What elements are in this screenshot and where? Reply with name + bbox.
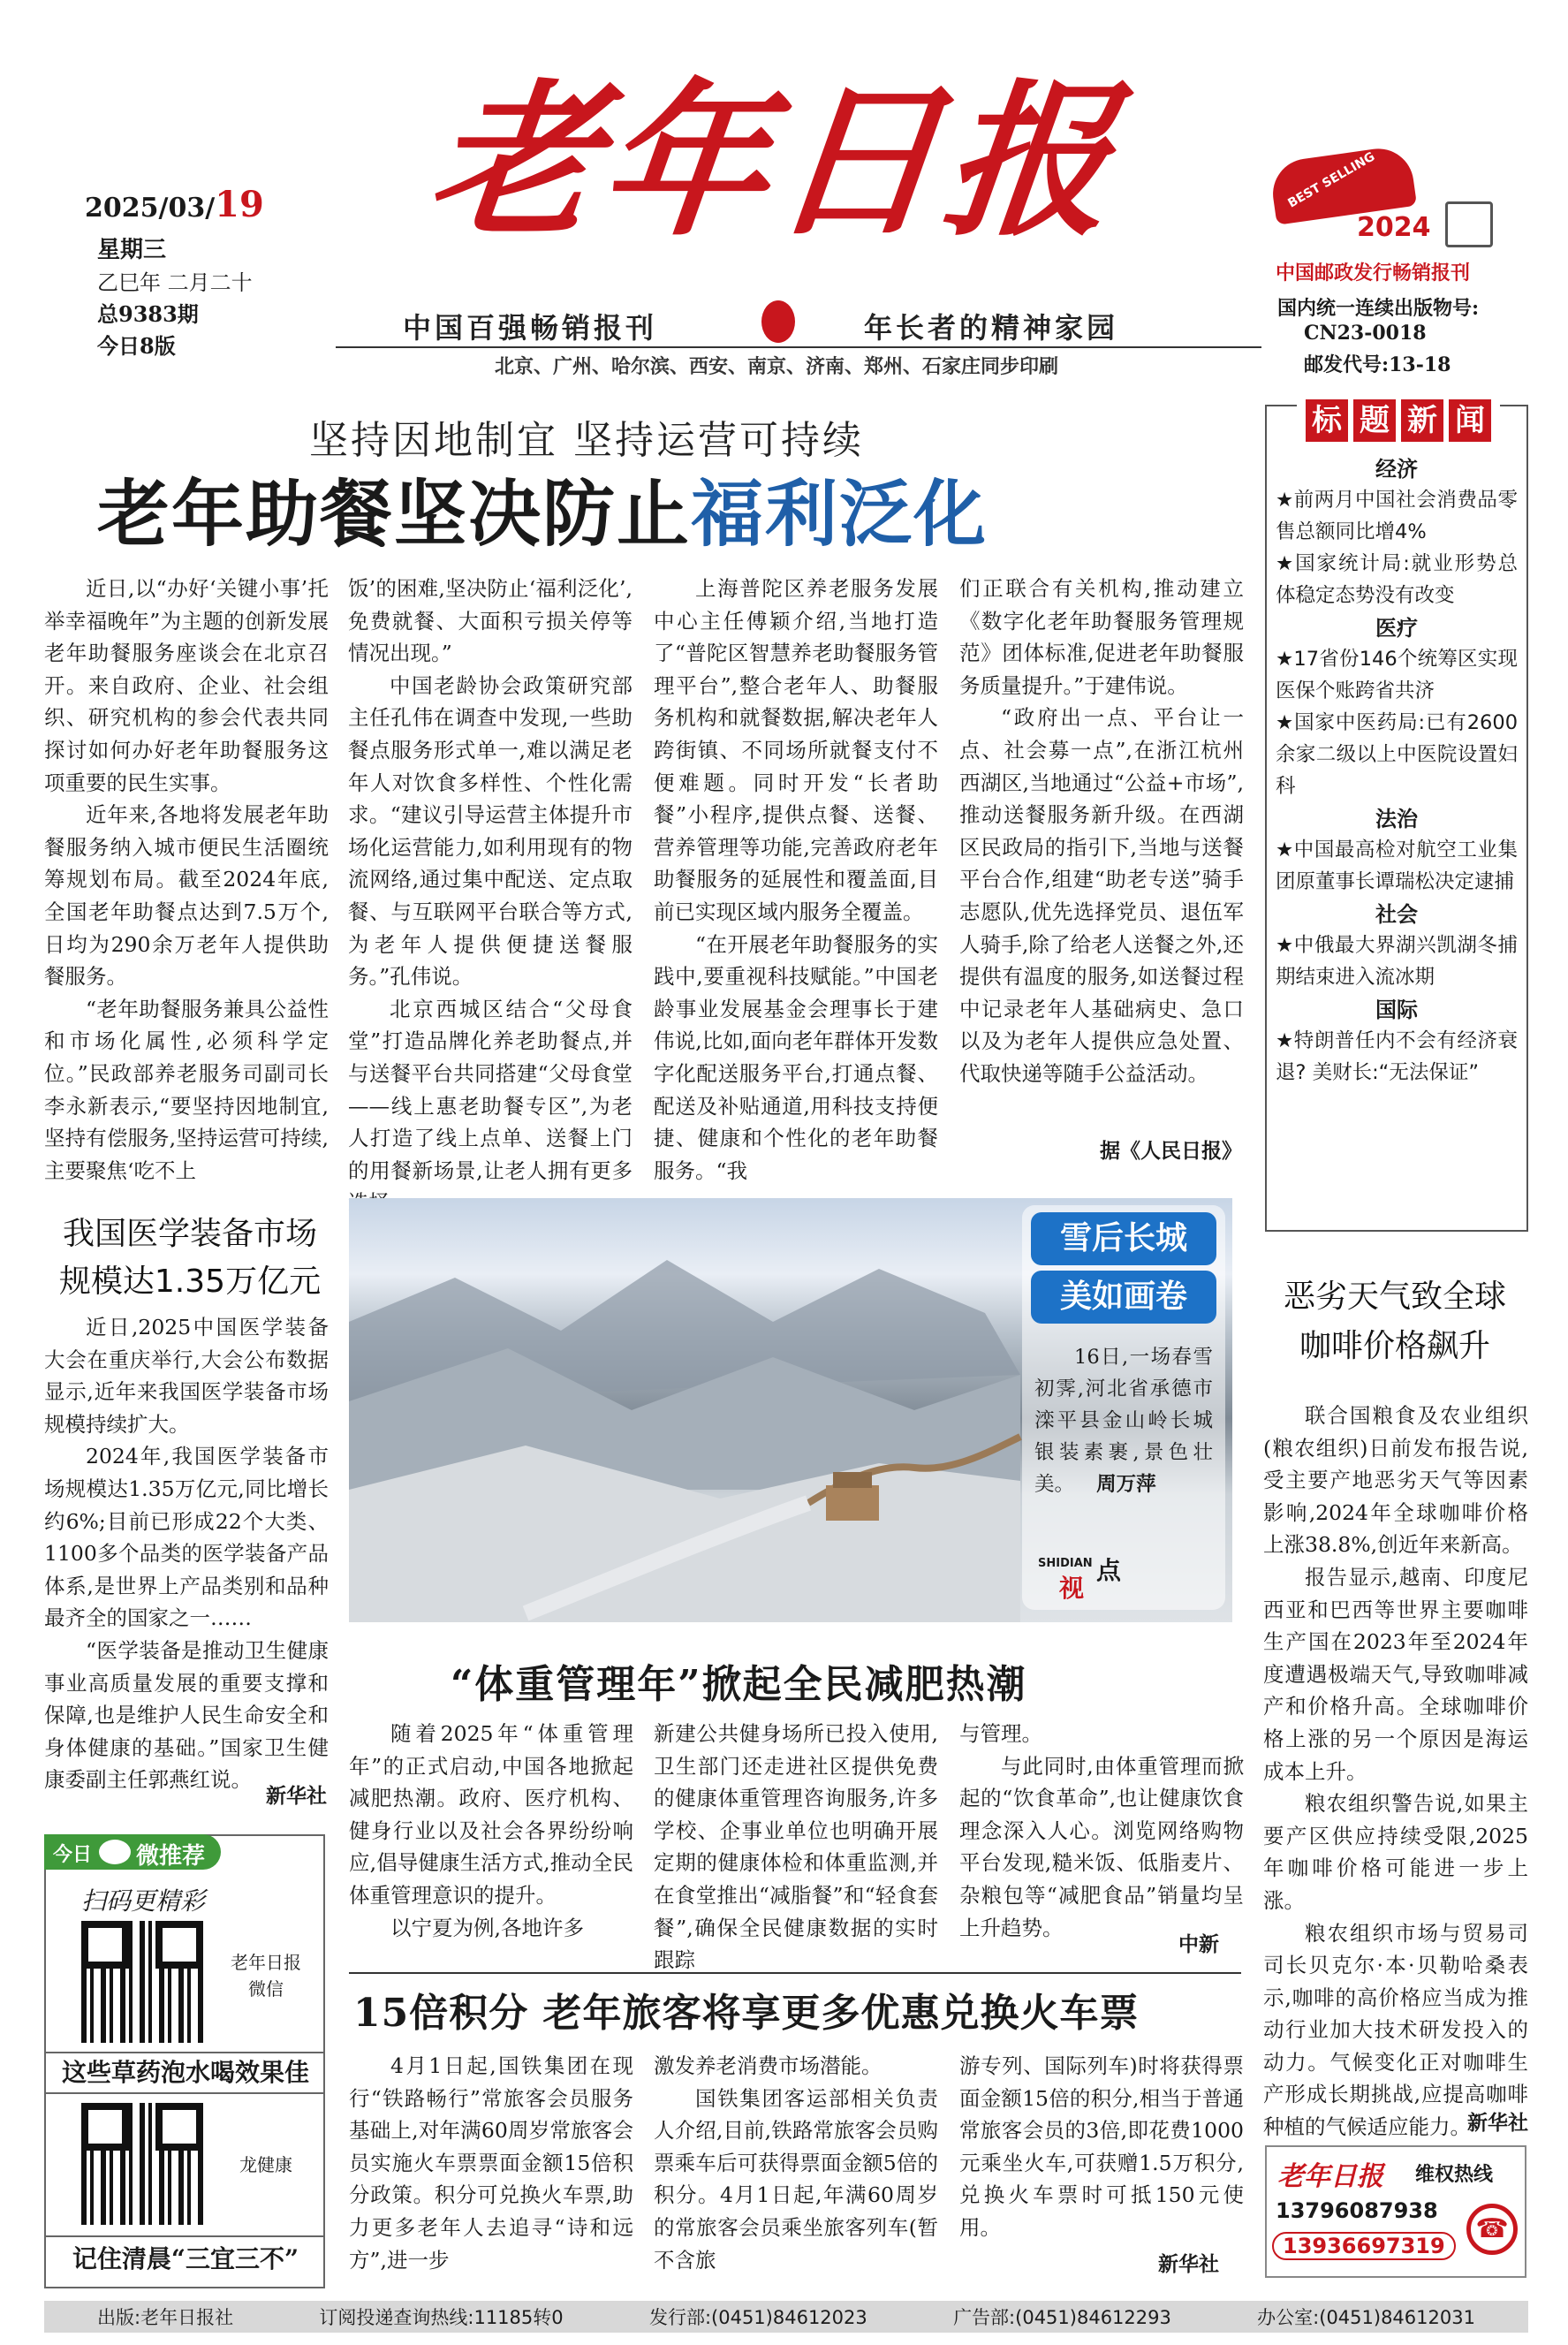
brief-item[interactable]: ★ 前两月中国社会消费品零售总额同比增4% (1267, 484, 1526, 548)
brief-item[interactable]: ★ 中俄最大界湖兴凯湖冬捕期结束进入流冰期 (1267, 930, 1526, 993)
lead-paragraph: 近日,以“办好‘关键小事’托举幸福晚年”为主题的创新发展老年助餐服务座谈会在北京召开。来自政府、企业、社会组织、研究机构的参会代表共同探讨如何办好老年助餐服务这项重要的民生实事。 (44, 576, 329, 795)
footer-distribution: 发行部:(0451)84612023 (648, 2307, 867, 2328)
briefs-heading-char: 标 (1306, 399, 1348, 442)
train-paragraph: 4月1日起,国铁集团在现行“铁路畅行”常旅客会员服务基础上,对年满60周岁常旅客会员实施火车票票面金额15倍积分政策。积分可兑换火车票,助力更多老年人去追寻“诗和远方”,进一步 (349, 2053, 633, 2273)
lead-headline-blue: 福利泛化 (691, 472, 989, 557)
lead-column-1 (44, 573, 329, 1183)
qr-code-wechat[interactable] (81, 1921, 203, 2043)
shidian-logo-en: SHIDIAN (1038, 1557, 1093, 1570)
train-column-2 (654, 2050, 938, 2281)
lunar-date: 乙巳年 二月二十 (97, 270, 253, 295)
lead-headline-black: 老年助餐坚决防止 (97, 472, 692, 557)
recommend-title-2[interactable]: 记住清晨“三宜三不” (46, 2235, 325, 2281)
publication-number: CN23-0018 (1304, 322, 1427, 345)
award-year: 2024 (1357, 212, 1431, 243)
china-post-icon (1445, 201, 1493, 247)
weight-column-3 (959, 1718, 1244, 1939)
medical-body (44, 1311, 329, 1806)
coffee-paragraph: 粮农组织市场与贸易司司长贝克尔·本·贝勒哈桑表示,咖啡的高价格应当成为推动行业加大技术研发投入的动力。气候变化正对咖啡生产形成长期挑战,应提高咖啡种植的气候适应能力。 (1263, 1920, 1528, 2140)
photo-caption-panel (1022, 1205, 1225, 1610)
train-paragraph: 国铁集团客运部相关负责人介绍,目前,铁路常旅客会员购票乘车后可获得票面金额5倍的积分。4月1日起,年满60周岁的常旅客会员乘坐旅客列车(暂不含旅 (654, 2085, 938, 2273)
medical-paragraph: 近日,2025中国医学装备大会在重庆举行,大会公布数据显示,近年来我国医学装备市场规模持续扩大。 (44, 1315, 329, 1437)
qr-code-health[interactable] (81, 2103, 203, 2225)
lead-paragraph: 近年来,各地将发展老年助餐服务纳入城市便民生活圈统筹规划布局。截至2024年底,全国老年助餐点达到7.5万个,日均为290余万老年人提供助餐服务。 (44, 802, 329, 990)
coffee-headline-line: 恶劣天气致全球 (1283, 1279, 1506, 1315)
print-cities: 北京、广州、哈尔滨、西安、南京、济南、郑州、石家庄同步印刷 (495, 355, 1059, 378)
lead-paragraph: “老年助餐服务兼具公益性和市场化属性,必须科学定位。”民政部养老服务司副司长李永新表示,“要坚持因地制宜,坚持有偿服务,坚持运营可持续,主要聚焦‘吃不上 (44, 996, 329, 1183)
page-count: 今日8版 (97, 333, 176, 359)
weekday: 星期三 (97, 237, 167, 263)
medical-headline-line: 我国医学装备市场 (62, 1216, 317, 1252)
lead-column-4 (959, 573, 1244, 1129)
briefs-heading-char: 新 (1401, 399, 1443, 442)
wechat-tab-label: 微推荐 (136, 1843, 206, 1870)
hotline-label: 维权热线 (1415, 2163, 1494, 2186)
postal-code: 邮发代号:13-18 (1304, 353, 1451, 376)
brief-item[interactable]: ★ 17省份146个统筹区实现医保个账跨省共济 (1267, 643, 1526, 707)
hotline-phone[interactable]: 13936697319 (1272, 2232, 1456, 2260)
issue-number: 总9383期 (97, 301, 199, 327)
briefs-heading (1297, 399, 1500, 447)
lead-column-2 (348, 573, 633, 1183)
train-paragraph: 激发养老消费市场潜能。 (654, 2053, 882, 2078)
brief-item[interactable]: ★ 中国最高检对航空工业集团原董事长谭瑞松决定逮捕 (1267, 834, 1526, 898)
weight-paragraph: 与管理。 (959, 1721, 1042, 1746)
photographer: 周万萍 (1096, 1473, 1156, 1496)
brief-category: 社会 (1375, 901, 1418, 927)
scan-label: 扫码更精彩 (81, 1886, 206, 1916)
rights-hotline-box (1265, 2145, 1526, 2278)
lead-headline (97, 470, 988, 558)
photo-caption (1022, 1329, 1225, 1500)
photo-badge: 雪后长城 (1031, 1212, 1216, 1265)
brief-item[interactable]: ★ 特朗普任内不会有经济衰退? 美财长:“无法保证” (1267, 1025, 1526, 1089)
recommend-title-1[interactable]: 这些草药泡水喝效果佳 (46, 2052, 325, 2094)
wechat-tab (44, 1834, 221, 1870)
weight-paragraph: 新建公共健身场所已投入使用,卫生部门还走进社区提供免费的健康体重管理咨询服务,许多学校、企事业单位也明确开展定期的健康体检和体重监测,并在食堂推出“减脂餐”和“轻食套餐”,确保全民健康数据的实时跟踪 (654, 1721, 938, 1973)
photo-badge: 美如画卷 (1031, 1271, 1216, 1324)
qr-label-line: 微信 (248, 1978, 284, 2000)
brief-category: 经济 (1375, 456, 1418, 482)
best-selling-label: BEST SELLING (1285, 149, 1378, 211)
wechat-tab-today: 今日 (53, 1844, 93, 1866)
briefs-heading-char: 闻 (1449, 399, 1491, 442)
qr-label (208, 1949, 323, 2002)
award-text: 中国邮政发行畅销报刊 (1276, 262, 1471, 285)
medical-headline-line: 规模达1.35万亿元 (58, 1264, 322, 1300)
lead-column-3 (654, 573, 938, 1183)
wechat-box (44, 1834, 325, 2288)
brief-item[interactable]: ★ 国家统计局:就业形势总体稳定态势没有改变 (1267, 548, 1526, 611)
date-prefix: 2025/03/ (85, 193, 216, 224)
weight-paragraph: 随着2025年“体重管理年”的正式启动,中国各地掀起减肥热潮。政府、医疗机构、健身行业以及社会各界纷纷响应,倡导健康生活方式,推动全民体重管理意识的提升。 (349, 1721, 633, 1908)
shidian-logo-cn: 视 (1059, 1574, 1085, 1603)
footer-ads: 广告部:(0451)84612293 (953, 2307, 1171, 2328)
shidian-logo-cn: 点 (1096, 1556, 1122, 1585)
lead-paragraph: 饭’的困难,坚决防止‘福利泛化’,免费就餐、大面积亏损关停等情况出现。” (348, 576, 633, 666)
hotline-logo: 老年日报 (1277, 2161, 1383, 2192)
date-day: 19 (215, 184, 264, 225)
lead-paragraph: 中国老龄协会政策研究部主任孔伟在调查中发现,一些助餐点服务形式单一,难以满足老年人对饮食多样性、个性化需求。“建议引导运营主体提升市场化运营能力,如利用现有的物流网络,通过集中配送、定点取餐、与互联网平台联合等方式,为老年人提供便捷送餐服务。”孔伟说。 (348, 672, 633, 990)
weight-headline: “体重管理年”掀起全民减肥热潮 (451, 1662, 1027, 1707)
brief-category: 医疗 (1375, 615, 1418, 641)
swirl-icon (761, 300, 795, 343)
weight-source: 中新 (1178, 1932, 1219, 1956)
footer-bar (44, 2301, 1528, 2333)
coffee-paragraph: 联合国粮食及农业组织(粮农组织)日前发布报告说,受主要产地恶劣天气等因素影响,2024年全球咖啡价格上涨38.8%,创近年来新高。 (1263, 1403, 1528, 1558)
qr-label: 龙健康 (239, 2154, 292, 2175)
lead-paragraph: 北京西城区结合“父母食堂”打造品牌化养老助餐点,并与送餐平台共同搭建“父母食堂——线上惠老助餐专区”,为老人打造了线上点单、送餐上门的用餐新场景,让老人拥有更多 (348, 996, 633, 1183)
coffee-headline-line: 咖啡价格飙升 (1299, 1328, 1490, 1364)
photo-caption-text: 16日,一场春雪初霁,河北省承德市滦平县金山岭长城银装素裹,景色壮美。 (1034, 1346, 1213, 1496)
train-headline: 15倍积分 老年旅客将享更多优惠兑换火车票 (353, 1991, 1140, 2036)
lead-paragraph: 们正联合有关机构,推动建立《数字化老年助餐服务管理规范》团体标准,促进老年助餐服务质量提升。”于建伟说。 (959, 576, 1244, 698)
train-column-1 (349, 2050, 633, 2281)
brief-item[interactable]: ★ 国家中医药局:已有2600余家二级以上中医院设置妇科 (1267, 707, 1526, 802)
medical-paragraph: 2024年,我国医学装备市场规模达1.35万亿元,同比增长约6%;目前已形成22个大类、1100多个品类的医学装备产品体系,是世界上产品类别和品种最齐全的国家之一…… (44, 1444, 329, 1631)
briefs-heading-char: 题 (1353, 399, 1396, 442)
lead-source: 据《人民日报》 (1100, 1139, 1242, 1163)
weight-column-2 (654, 1718, 938, 1974)
coffee-paragraph: 粮农组织警告说,如果主要产区供应持续受限,2025年咖啡价格可能进一步上涨。 (1263, 1791, 1528, 1913)
footer-subscribe: 订阅投递查询热线:11185转0 (319, 2307, 564, 2328)
qr-label-line: 老年日报 (231, 1952, 301, 1973)
phone-icon: ☎ (1466, 2204, 1518, 2255)
great-wall-photo (349, 1198, 1232, 1622)
train-paragraph: 游专列、国际列车)时将获得票面金额15倍的积分,相当于普通常旅客会员的3倍,即花费1000元乘坐火车,可获赠1.5万积分,兑换火车票时可抵150元使用。 (959, 2053, 1244, 2240)
train-top-divider (349, 1972, 1241, 1974)
weight-paragraph: 与此同时,由体重管理而掀起的“饮食革命”,也让健康饮食理念深入人心。浏览网络购物平台发现,糙米饭、低脂麦片、杂粮包等“减肥食品”销量均呈上升趋势。 (959, 1753, 1244, 1940)
weight-column-1 (349, 1718, 633, 1974)
lead-kicker: 坚持因地制宜 坚持运营可持续 (309, 418, 864, 463)
medical-paragraph: “医学装备是推动卫生健康事业高质量发展的重要支撑和保障,也是维护人民生命安全和身体健康的基础。”国家卫生健康委副主任郭燕红说。 (44, 1637, 329, 1793)
wechat-icon (99, 1840, 131, 1864)
weight-paragraph: 以宁夏为例,各地许多 (390, 1915, 584, 1940)
medical-source: 新华社 (266, 1784, 327, 1808)
lead-paragraph: “政府出一点、平台让一点、社会募一点”,在浙江杭州西湖区,当地通过“公益+市场”,推动送餐服务新升级。在西湖区民政局的指引下,当地与送餐平台合作,组建“助老专送”骑手志愿队,优先选择党员、退伍军人骑手,除了给老人送餐之外,还提供有温度的服务,如送餐过程中记录老年人基础病史、急口以及为老年人提供应急处置、代取快递等随手公益活动。 (959, 705, 1244, 1086)
publication-number-label: 国内统一连续出版物号: (1277, 297, 1480, 320)
masthead-divider (336, 346, 1261, 348)
hotline-phone[interactable]: 13796087938 (1276, 2198, 1438, 2223)
brief-category: 国际 (1375, 997, 1418, 1022)
coffee-paragraph: 报告显示,越南、印度尼西亚和巴西等世界主要咖啡生产国在2023年至2024年度遭遇极端天气,导致咖啡减产和价格升高。全球咖啡价格上涨的另一个原因是海运成本上升。 (1263, 1564, 1528, 1784)
train-source: 新华社 (1158, 2252, 1219, 2276)
shidian-logo (1038, 1539, 1144, 1603)
coffee-source: 新华社 (1467, 2111, 1528, 2135)
headline-briefs (1265, 405, 1528, 1232)
medical-headline (44, 1210, 336, 1306)
slogan-right: 年长者的精神家园 (864, 311, 1119, 345)
newspaper-title: 老年日报 (420, 64, 1127, 259)
footer-publisher: 出版:老年日报社 (97, 2307, 234, 2328)
slogan-left: 中国百强畅销报刊 (403, 311, 658, 345)
lead-paragraph: “在开展老年助餐服务的实践中,要重视科技赋能。”中国老龄事业发展基金会理事长于建伟说,比如,面向老年群体开发数字化配送服务平台,打通点餐、配送及补贴通道,用科技支持便捷、健康和个性化的老年助餐服务。“我 (654, 931, 938, 1183)
lead-paragraph: 上海普陀区养老服务发展中心主任傅颖介绍,当地打造了“普陀区智慧养老助餐服务管理平台”,整合老年人、助餐服务机构和就餐数据,解决老年人跨街镇、不同场所就餐支付不便难题。同时开发“长者助餐”小程序,提供点餐、送餐、营养管理等功能,完善政府老年助餐服务的延展性和覆盖面,目前已实现区域内服务全覆盖。 (654, 576, 938, 924)
coffee-headline (1254, 1272, 1535, 1371)
issue-date (85, 184, 288, 228)
footer-office: 办公室:(0451)84612031 (1257, 2307, 1475, 2328)
brief-category: 法治 (1375, 806, 1418, 831)
train-column-3 (959, 2050, 1244, 2281)
